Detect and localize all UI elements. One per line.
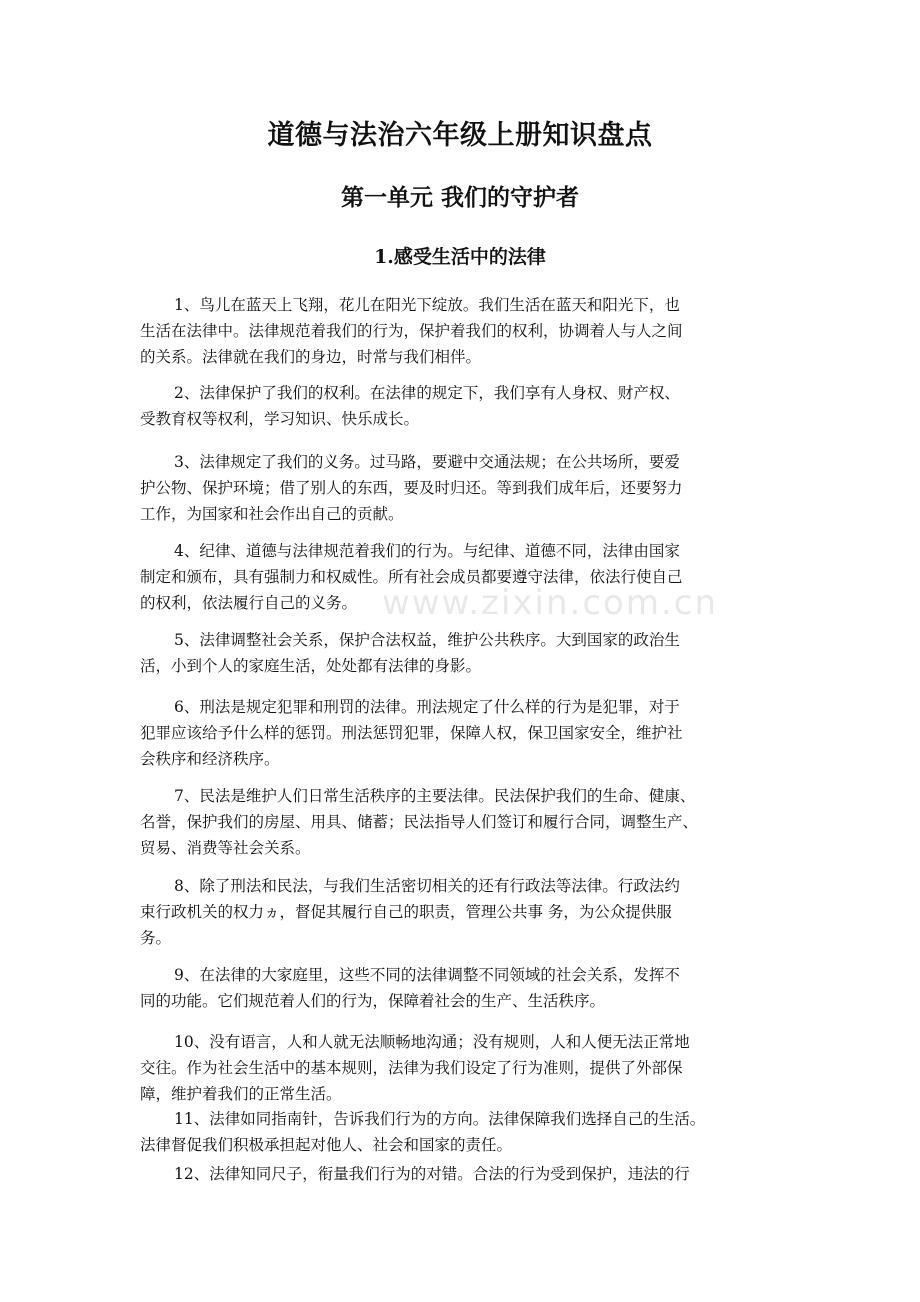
document-title: 道德与法治六年级上册知识盘点 [267, 120, 653, 151]
paragraph-line: 会秩序和经济秩序。 [140, 750, 280, 768]
paragraph [140, 1161, 800, 1187]
paragraph-line: 12、法律知同尺子，衔量我们行为的对错。合法的行为受到保护，违法的行 [174, 1165, 690, 1183]
paragraph-line: 8、除了刑法和民法，与我们生活密切相关的还有行政法等法律。行政法约 [174, 877, 680, 895]
paragraph-line: 法律督促我们积极承担起对他人、社会和国家的责任。 [140, 1136, 513, 1154]
paragraph-line: 交往。作为社会生活中的基本规则，法律为我们设定了行为准则，提供了外部保 [140, 1059, 683, 1077]
paragraph-line: 名誉，保护我们的房屋、用具、储蓄；民法指导人们签订和履行合同，调整生产、 [140, 813, 699, 831]
paragraph-line: 生活在法律中。法律规范着我们的行为，保护着我们的权利，协调着人与人之间 [140, 322, 683, 340]
paragraph-line: 2、法律保护了我们的权利。在法律的规定下，我们享有人身权、财产权、 [174, 384, 680, 402]
paragraph [140, 380, 800, 432]
paragraph-line: 障，维护着我们的正常生活。 [140, 1085, 342, 1103]
paragraph [140, 694, 800, 772]
paragraph-line: 11、法律如同指南针，告诉我们行为的方向。法律保障我们选择自己的生活。 [174, 1110, 706, 1128]
paragraph-line: 贸易、消费等社会关系。 [140, 839, 311, 857]
paragraph-line: 护公物、保护环境；借了别人的东西，要及时归还。等到我们成年后，还要努力 [140, 479, 683, 497]
paragraph-line: 10、没有语言，人和人就无法顺畅地沟通；没有规则，人和人便无法正常地 [174, 1033, 690, 1051]
watermark: www.zixin.com.cn [382, 583, 718, 623]
paragraph-line: 务。 [140, 929, 172, 947]
paragraph-line: 受教育权等权利，学习知识、快乐成长。 [140, 410, 420, 428]
paragraph-line: 4、纪律、道德与法律规范着我们的行为。与纪律、道德不同，法律由国家 [174, 542, 680, 560]
paragraph-line: 犯罪应该给予什么样的惩罚。刑法惩罚犯罪，保障人权，保卫国家安全，维护社 [140, 724, 683, 742]
paragraph [140, 449, 800, 527]
paragraph-line: 9、在法律的大家庭里，这些不同的法律调整不同领域的社会关系，发挥不 [174, 966, 680, 984]
paragraph-line: 5、法律调整社会关系，保护合法权益，维护公共秩序。大到国家的政治生 [174, 631, 680, 649]
paragraph [140, 962, 800, 1014]
paragraph-line: 的权利，依法履行自己的义务。 [140, 594, 358, 612]
paragraph [140, 538, 800, 616]
paragraph-line: 活，小到个人的家庭生活，处处都有法律的身影。 [140, 657, 482, 675]
paragraph [140, 783, 800, 861]
paragraph-line: 3、法律规定了我们的义务。过马路，要避中交通法规；在公共场所，要爱 [174, 453, 680, 471]
paragraph [140, 1106, 800, 1158]
paragraph-line: 1、鸟儿在蓝天上飞翔，花儿在阳光下绽放。我们生活在蓝天和阳光下，也 [174, 296, 680, 314]
paragraph-line: 制定和颁布，具有强制力和权威性。所有社会成员都要遵守法律，依法行使自己 [140, 568, 683, 586]
lesson-title: 1.感受生活中的法律 [374, 246, 546, 268]
paragraph-line: 同的功能。它们规范着人们的行为，保障着社会的生产、生活秩序。 [140, 992, 606, 1010]
paragraph-line: 工作，为国家和社会作出自己的贡献。 [140, 505, 404, 523]
paragraph-line: 的关系。法律就在我们的身边，时常与我们相伴。 [140, 348, 482, 366]
paragraph [140, 1029, 800, 1107]
paragraph [140, 292, 800, 370]
paragraph-line: 7、民法是维护人们日常生活秩序的主要法律。民法保护我们的生命、健康、 [174, 787, 696, 805]
paragraph [140, 627, 800, 679]
unit-title: 第一单元 我们的守护者 [340, 184, 579, 211]
paragraph-line: 束行政机关的权力ヵ，督促其履行自己的职责，管理公共事 务，为公众提供服 [140, 903, 672, 921]
paragraph-line: 6、刑法是规定犯罪和刑罚的法律。刑法规定了什么样的行为是犯罪，对于 [174, 698, 680, 716]
paragraph [140, 873, 800, 951]
